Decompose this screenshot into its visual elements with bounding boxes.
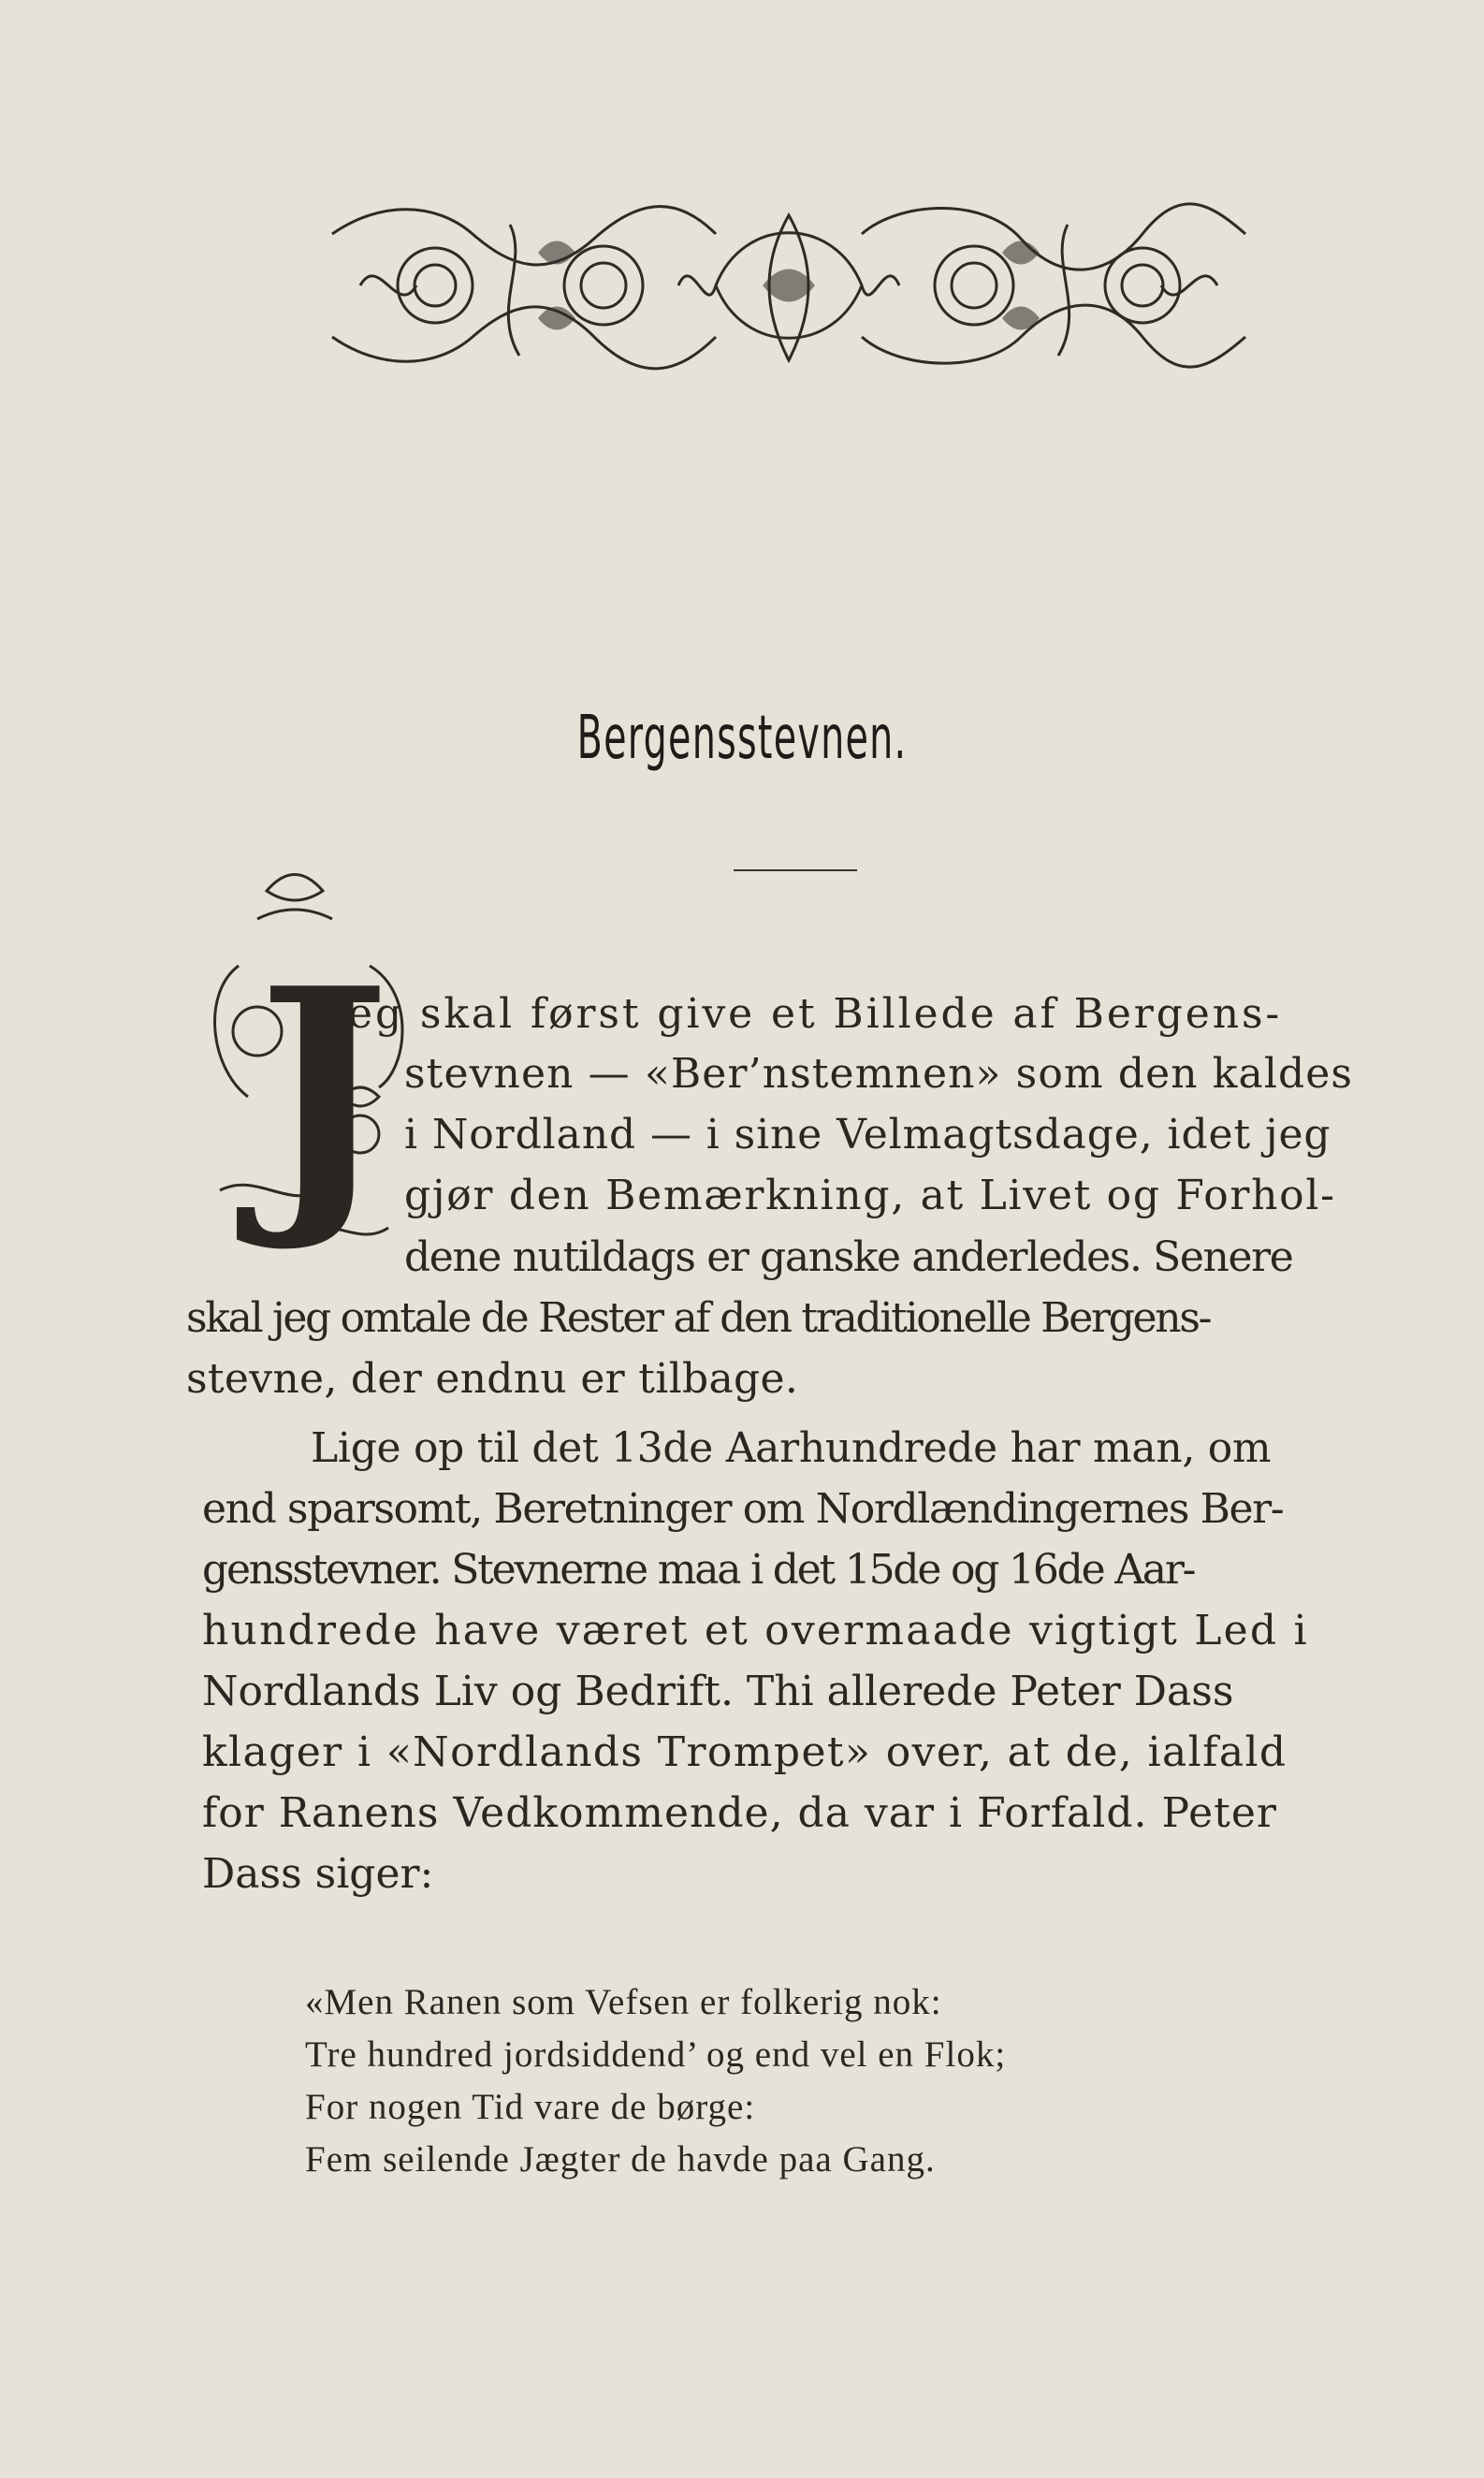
text-line: gjør den Bemærkning, at Livet og Forhol- <box>404 1172 1336 1219</box>
text-line: i Nordland — i sine Velmagtsdage, idet jeg <box>404 1111 1331 1159</box>
poem-line: Tre hundred jordsiddend’ og end vel en Flok; <box>305 2034 1007 2075</box>
text-line: stevnen — «Ber’nstemnen» som den kaldes <box>404 1050 1354 1098</box>
text-line: skal jeg omtale de Rester af den traditionelle Bergens- <box>186 1294 1211 1342</box>
poem-line: For nogen Tid vare de børge: <box>305 2087 756 2127</box>
text-line: Dass siger: <box>202 1850 434 1898</box>
text-line: Lige op til det 13de Aarhundrede har man, om <box>311 1424 1272 1472</box>
text-line: Nordlands Liv og Bedrift. Thi allerede Peter Dass <box>202 1668 1234 1715</box>
dropcap-letter: J <box>257 926 390 1257</box>
text-line: klager i «Nordlands Trompet» over, at de, ialfald <box>202 1728 1288 1776</box>
floral-headpiece-ornament <box>323 197 1255 379</box>
poem-line: Fem seilende Jægter de havde paa Gang. <box>305 2139 936 2179</box>
text-line: stevne, der endnu er tilbage. <box>186 1355 799 1403</box>
decorated-initial-j <box>201 853 426 1303</box>
text-line: for Ranens Vedkommende, da var i Forfald. Peter <box>202 1789 1277 1837</box>
title-divider-rule <box>734 869 857 871</box>
text-line: end sparsomt, Beretninger om Nordlændingernes Ber- <box>202 1485 1284 1533</box>
poem-line: «Men Ranen som Vefsen er folkerig nok: <box>305 1982 942 2022</box>
text-line: dene nutildags er ganske anderledes. Senere <box>404 1233 1293 1281</box>
text-line: gensstevner. Stevnerne maa i det 15de og 16de Aar- <box>202 1546 1195 1594</box>
text-line: hundrede have været et overmaade vigtigt Led i <box>202 1607 1309 1654</box>
chapter-title: Bergensstevnen. <box>576 704 908 773</box>
text-line: eg skal først give et Billede af Bergens- <box>348 990 1283 1038</box>
